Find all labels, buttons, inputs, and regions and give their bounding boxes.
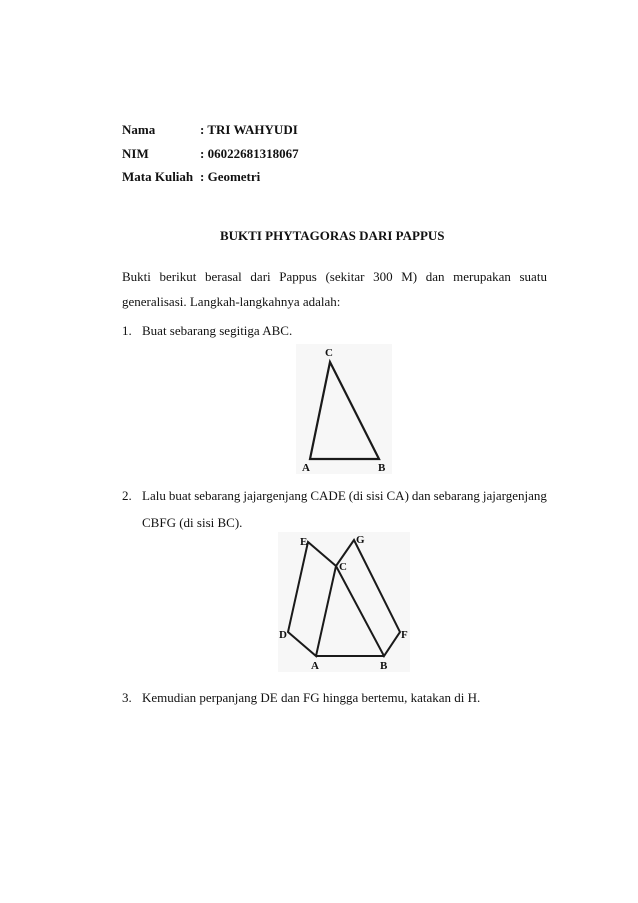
intro-line-1-word: (sekitar [325, 269, 365, 284]
step-1-number: 1. [122, 323, 132, 338]
intro-line-1-word: Pappus [279, 269, 317, 284]
intro-line-1-word: dan [425, 269, 445, 284]
vertex-label-f: F [401, 629, 408, 641]
vertex-label-a: A [302, 462, 310, 474]
step-2-line-1-word: jajargenjang [482, 488, 547, 503]
course-value: : Geometri [200, 169, 261, 184]
vertex-label-c2: C [339, 561, 347, 573]
step-2-line-1-word: (di [348, 488, 364, 503]
vertex-label-b2: B [380, 660, 388, 672]
intro-line-1-word: M) [401, 269, 418, 284]
intro-line-1-word: Bukti [122, 269, 151, 284]
step-2-line-1-word: sebarang [433, 488, 480, 503]
step-2-line-1-word: CADE [310, 488, 346, 503]
step-2-number: 2. [122, 488, 132, 503]
step-2-line-1-word: Lalu [142, 488, 166, 503]
intro-line-2: generalisasi. Langkah-langkahnya adalah: [122, 294, 341, 309]
intro-line-1 [122, 269, 547, 285]
name-value: : TRI WAHYUDI [200, 122, 298, 137]
parallelograms-diagram [278, 532, 410, 672]
step-2-line-1-word: sisi [366, 488, 384, 503]
intro-line-1-word: berikut [159, 269, 197, 284]
vertex-label-d: D [279, 629, 287, 641]
nim-value: : 06022681318067 [200, 146, 299, 161]
step-2-line-1-word: dan [411, 488, 431, 503]
nim-label: NIM [122, 146, 149, 161]
triangle-abc-diagram [296, 344, 392, 474]
document-title: BUKTI PHYTAGORAS DARI PAPPUS [220, 228, 445, 243]
parallelogram-cade [288, 542, 336, 656]
intro-line-1-word: dari [250, 269, 271, 284]
vertex-label-a2: A [311, 660, 319, 672]
step-2-line-1-word: sebarang [194, 488, 241, 503]
step-2-line-1-word: CA) [386, 488, 409, 503]
course-label: Mata Kuliah [122, 169, 194, 184]
step-2-line-1 [142, 488, 547, 504]
name-label: Nama [122, 122, 156, 137]
step-3-number: 3. [122, 690, 132, 705]
step-2-line-1-word: jajargenjang [243, 488, 308, 503]
vertex-label-c: C [325, 347, 333, 359]
intro-line-1-word: 300 [373, 269, 393, 284]
vertex-label-b: B [378, 462, 386, 474]
intro-line-1-word: merupakan [453, 269, 511, 284]
step-1-text: Buat sebarang segitiga ABC. [142, 323, 293, 338]
intro-line-1-word: berasal [204, 269, 242, 284]
step-2-line-2: CBFG (di sisi BC). [142, 515, 243, 530]
step-3-text: Kemudian perpanjang DE dan FG hingga bertemu, katakan di H. [142, 690, 481, 705]
triangle-abc [310, 362, 379, 459]
intro-line-1-word: suatu [519, 269, 547, 284]
parallelogram-cbfg [336, 540, 400, 656]
triangle-abc-figure [296, 344, 392, 474]
parallelograms-figure [278, 532, 410, 672]
vertex-label-g: G [356, 534, 365, 546]
step-2-line-1-word: buat [168, 488, 192, 503]
vertex-label-e: E [300, 536, 308, 548]
